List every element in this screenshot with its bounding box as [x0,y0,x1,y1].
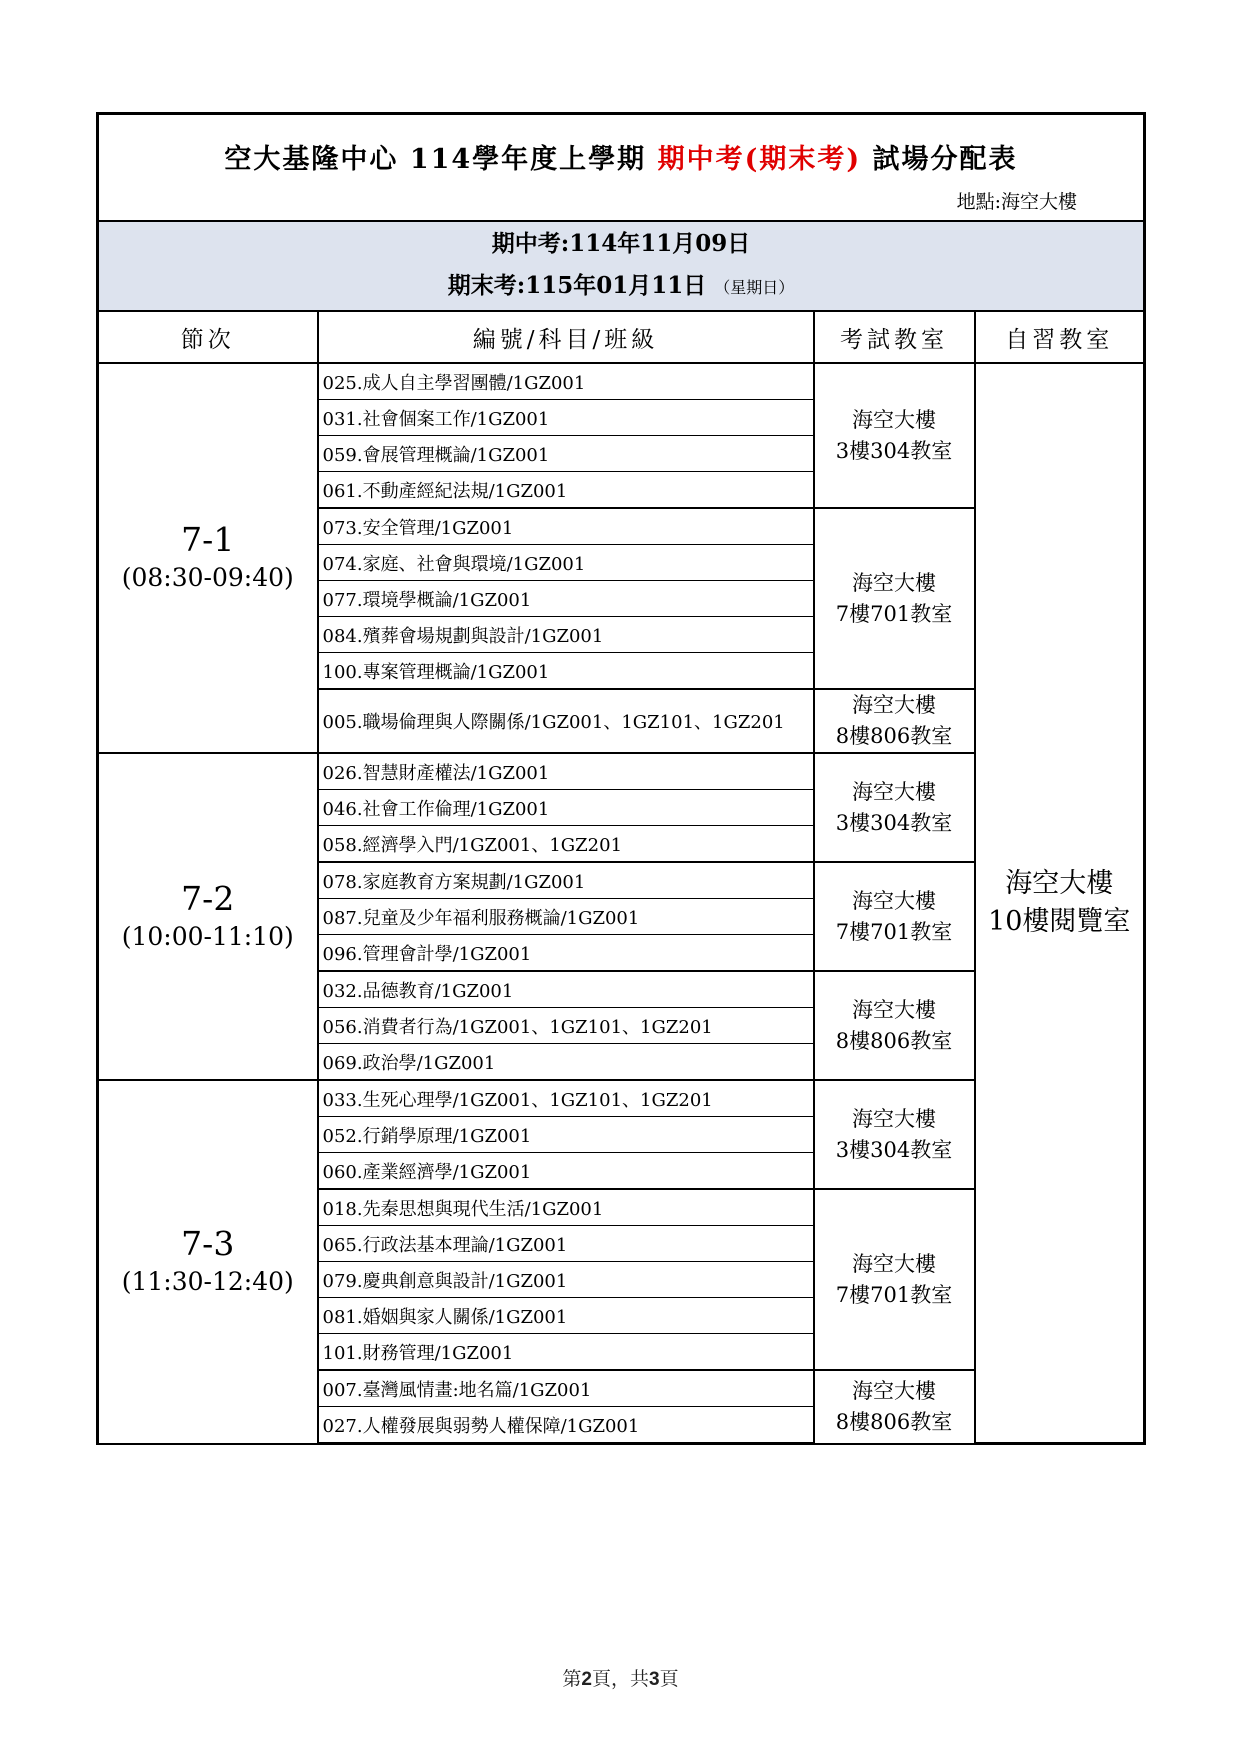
footer-prefix: 第 [562,1669,582,1690]
period-time: (08:30-09:40) [121,563,294,592]
date-banner [98,221,1145,311]
course-cell: 061.不動產經紀法規/1GZ001 [318,472,814,509]
course-cell: 058.經濟學入門/1GZ001、1GZ201 [318,826,814,863]
course-cell: 101.財務管理/1GZ001 [318,1334,814,1371]
exam-room-cell [814,971,975,1080]
period-code: 7-2 [181,878,235,918]
room-building: 海空大樓 [852,693,936,717]
room-number: 8樓806教室 [835,1409,953,1434]
course-cell: 052.行銷學原理/1GZ001 [318,1117,814,1153]
location-label: 地點:海空大樓 [956,191,1077,213]
course-cell: 100.專案管理概論/1GZ001 [318,653,814,690]
exam-room-cell [814,1370,975,1444]
course-cell: 069.政治學/1GZ001 [318,1044,814,1081]
course-cell: 073.安全管理/1GZ001 [318,508,814,545]
exam-room-cell [814,753,975,862]
course-cell: 033.生死心理學/1GZ001、1GZ101、1GZ201 [318,1080,814,1117]
course-cell: 046.社會工作倫理/1GZ001 [318,790,814,826]
room-building: 海空大樓 [852,407,936,432]
room-building: 海空大樓 [852,570,936,595]
schedule-table [96,112,1146,1445]
room-number: 3樓304教室 [835,438,953,463]
course-cell: 007.臺灣風情畫:地名篇/1GZ001 [318,1370,814,1407]
exam-room-sheet [96,112,1143,1445]
title-suffix: 試場分配表 [861,144,1018,175]
room-building: 海空大樓 [852,1378,936,1403]
room-building: 海空大樓 [852,1106,936,1131]
room-number: 8樓806教室 [835,1028,953,1053]
course-cell: 059.會展管理概論/1GZ001 [318,436,814,472]
course-cell: 079.慶典創意與設計/1GZ001 [318,1262,814,1298]
course-cell: 065.行政法基本理論/1GZ001 [318,1226,814,1262]
room-building: 海空大樓 [852,888,936,913]
course-cell: 081.婚姻與家人關係/1GZ001 [318,1298,814,1334]
period-cell [98,753,318,1080]
final-date: 期末考:115年01月11日 [447,272,707,299]
course-cell: 077.環境學概論/1GZ001 [318,581,814,617]
study-room-building: 海空大樓 [1005,868,1114,899]
weekday-label: （星期日） [714,278,795,297]
header-period: 節次 [98,311,318,363]
page-title [99,137,1143,176]
course-cell: 084.殯葬會場規劃與設計/1GZ001 [318,617,814,653]
exam-room-cell [814,1189,975,1370]
title-exam-type: 期中考(期末考) [657,144,862,175]
room-number: 7樓701教室 [835,919,953,944]
midterm-date: 期中考:114年11月09日 [491,230,751,257]
period-cell [98,1080,318,1444]
room-building: 海空大樓 [852,997,936,1022]
period-time: (10:00-11:10) [121,921,294,951]
exam-room-cell [814,862,975,971]
footer-suffix: 頁 [659,1669,679,1690]
course-cell: 032.品德教育/1GZ001 [318,971,814,1008]
course-cell: 096.管理會計學/1GZ001 [318,935,814,972]
course-cell: 025.成人自主學習團體/1GZ001 [318,363,814,400]
room-building: 海空大樓 [852,1251,936,1276]
course-cell: 005.職場倫理與人際關係/1GZ001、1GZ101、1GZ201 [318,689,814,753]
room-number: 3樓304教室 [835,1137,953,1162]
final-date-line [99,265,1143,309]
study-room-cell [975,363,1145,1444]
room-number: 7樓701教室 [835,1282,953,1307]
header-course: 編號/科目/班級 [318,311,814,363]
course-cell: 026.智慧財產權法/1GZ001 [318,753,814,790]
study-room-name: 10樓閱覽室 [988,906,1131,937]
course-cell: 031.社會個案工作/1GZ001 [318,400,814,436]
course-cell: 060.產業經濟學/1GZ001 [318,1153,814,1190]
period-code: 7-1 [181,520,235,559]
course-cell: 087.兒童及少年福利服務概論/1GZ001 [318,899,814,935]
page-footer [0,1664,1241,1691]
footer-middle: 頁，共 [591,1669,649,1690]
course-cell: 078.家庭教育方案規劃/1GZ001 [318,862,814,899]
course-cell: 027.人權發展與弱勢人權保障/1GZ001 [318,1407,814,1444]
course-row [98,363,1145,400]
course-cell: 018.先秦思想與現代生活/1GZ001 [318,1189,814,1226]
exam-room-cell [814,508,975,689]
room-number: 7樓701教室 [835,601,953,626]
period-code: 7-3 [181,1223,235,1263]
header-study-room: 自習教室 [975,311,1145,363]
course-cell: 056.消費者行為/1GZ001、1GZ101、1GZ201 [318,1008,814,1044]
column-header-row [98,311,1145,363]
room-number: 3樓304教室 [835,810,953,835]
title-prefix: 空大基隆中心 114學年度上學期 [224,144,658,175]
exam-room-cell [814,1080,975,1189]
room-building: 海空大樓 [852,779,936,804]
footer-page-number: 2 [581,1669,592,1690]
footer-total-pages: 3 [649,1669,660,1690]
exam-room-cell [814,363,975,508]
header-exam-room: 考試教室 [814,311,975,363]
period-time: (11:30-12:40) [121,1266,294,1296]
exam-room-cell [814,689,975,753]
room-number: 8樓806教室 [835,724,953,748]
title-cell [98,114,1145,222]
period-cell [98,363,318,753]
course-cell: 074.家庭、社會與環境/1GZ001 [318,545,814,581]
